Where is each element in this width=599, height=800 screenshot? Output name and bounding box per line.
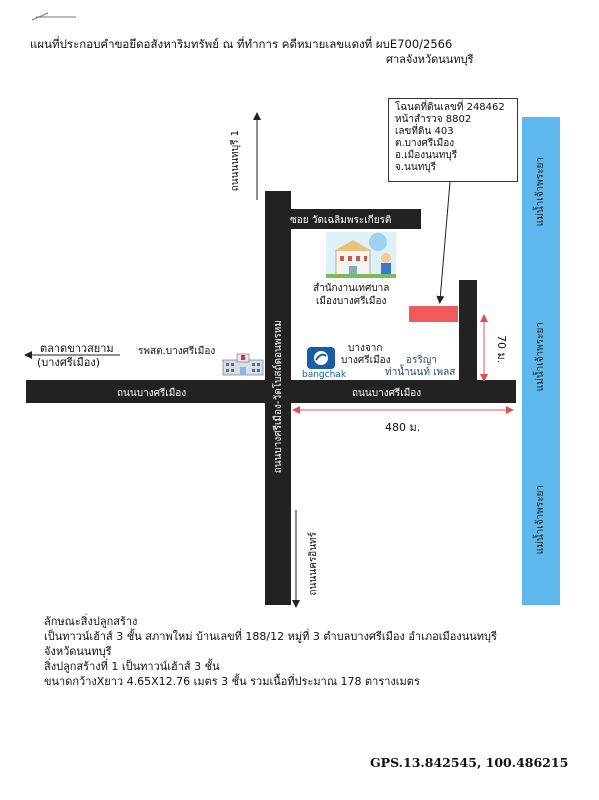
- road-bottom-label: ถนนนครอินทร์: [308, 532, 319, 596]
- river-label: แม่น้ำเจ้าพระยา: [535, 322, 546, 392]
- description-line: เป็นทาวน์เฮ้าส์ 3 ชั้น สภาพใหม่ บ้านเลขที่ 188/12 หมู่ที่ 3 ตำบลบางศรีเมือง อำเภอเมืองนนทบุรี: [44, 630, 497, 643]
- distance-h-label: 480 ม.: [385, 421, 421, 434]
- map-title: แผนที่ประกอบคำขอยึดอสังหาริมทรัพย์ ณ ที่ทำการ คดีหมายเลขแดงที่ ผบE700/2566: [30, 37, 453, 51]
- pointer-arrow: [440, 182, 450, 300]
- office-label-sub: เมืองบางศรีเมือง: [316, 296, 387, 307]
- gas-station-label-sub: บางศรีเมือง: [341, 355, 391, 366]
- market-label: ตลาดขาวสยาม: [40, 342, 114, 355]
- court-name: ศาลจังหวัดนนทบุรี: [386, 53, 474, 66]
- building-description: [44, 614, 497, 689]
- road-vertical-label: ถนนบางศรีเมือง-วัดโบสถ์ดอนพรหม: [273, 320, 284, 474]
- description-line: สิ่งปลูกสร้างที่ 1 เป็นทาวน์เฮ้าส์ 3 ชั้น: [44, 660, 220, 673]
- hospital-label: รพสต.บางศรีเมือง: [138, 346, 216, 357]
- deed-line: จ.นนทบุรี: [395, 162, 437, 173]
- market-label-sub: (บางศรีเมือง): [37, 356, 100, 369]
- deed-line: หน้าสำรวจ 8802: [395, 114, 472, 125]
- deed-line: โฉนดที่ดินเลขที่ 248462: [395, 102, 505, 113]
- office-label: สำนักงานเทศบาล: [313, 283, 390, 294]
- gps-coordinates: GPS.13.842545, 100.486215: [370, 755, 569, 770]
- description-line: ขนาดกว้างXยาว 4.65X12.76 เมตร 3 ชั้น รวมเนื้อที่ประมาณ 178 ตารางเมตร: [44, 675, 420, 688]
- bangchak-brand: bangchak: [302, 370, 347, 380]
- gas-station-label: บางจาก: [348, 343, 383, 354]
- road-top-label: ถนนนนทบุรี 1: [230, 130, 241, 192]
- distance-v-label: 70 ม.: [495, 335, 508, 364]
- deed-line: อ.เมืองนนทบุรี: [395, 150, 458, 161]
- road-main-label-right: ถนนบางศรีเมือง: [352, 388, 422, 399]
- description-line: จังหวัดนนทบุรี: [44, 645, 112, 658]
- project-label-sub: ท่าน้ำนนท์ เพลส: [385, 367, 456, 378]
- river-label: แม่น้ำเจ้าพระยา: [535, 485, 546, 555]
- river-label: แม่น้ำเจ้าพระยา: [535, 157, 546, 227]
- office-building-icon: [326, 232, 396, 278]
- soi-label: ซอย วัดเฉลิมพระเกียรติ: [290, 215, 392, 226]
- road-main-label: ถนนบางศรีเมือง: [117, 388, 187, 399]
- project-label: อรริญา: [406, 355, 437, 366]
- deed-line: ต.บางศรีเมือง: [395, 138, 455, 149]
- bangchak-logo-icon: [307, 347, 335, 369]
- description-heading: ลักษณะสิ่งปลูกสร้าง: [44, 615, 138, 628]
- hospital-icon: [221, 352, 265, 376]
- deed-line: เลขที่ดิน 403: [395, 126, 454, 137]
